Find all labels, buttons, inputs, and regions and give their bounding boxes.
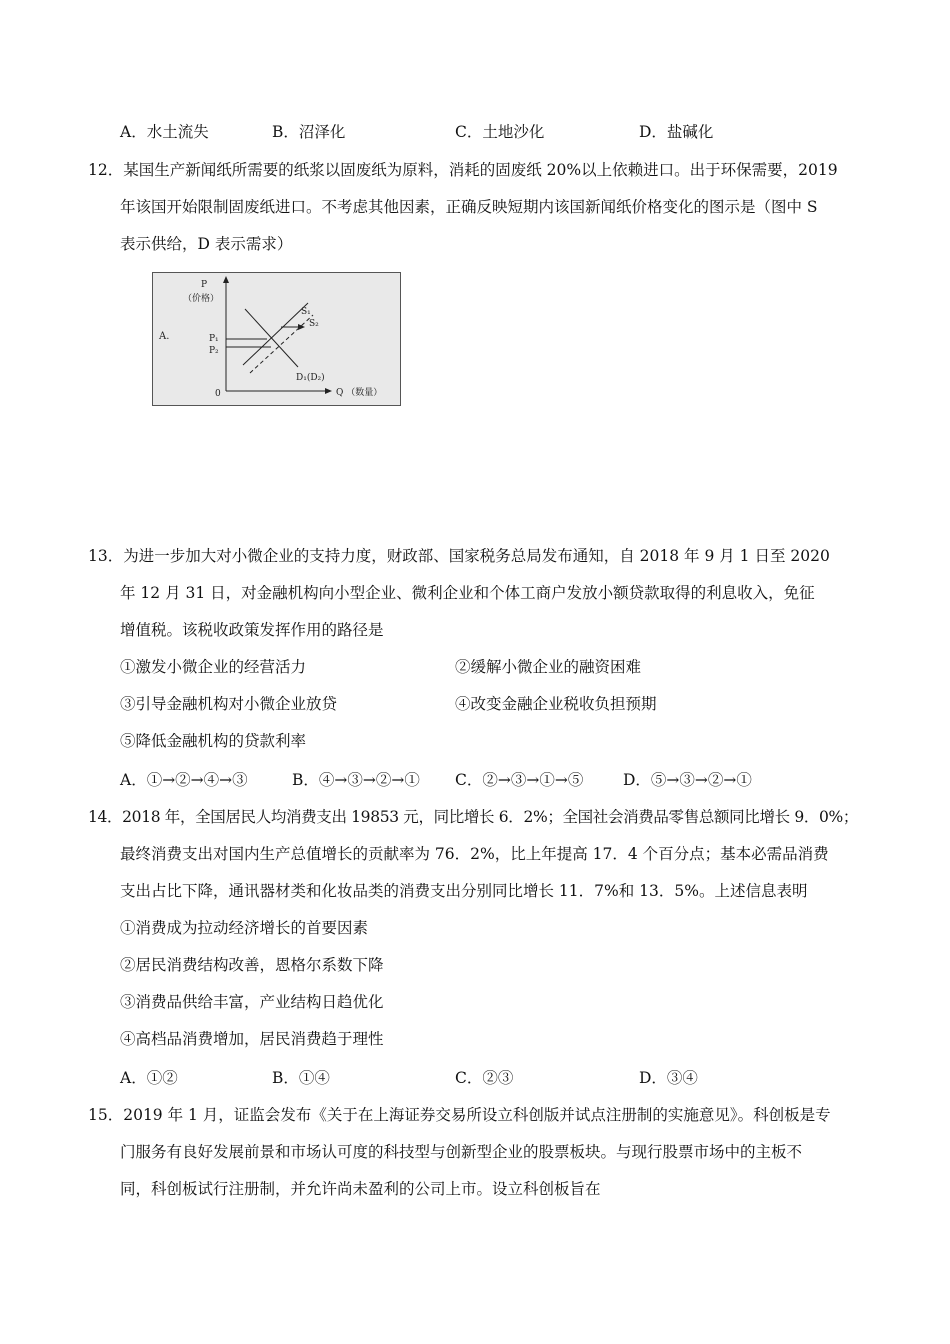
supply-demand-figure bbox=[152, 272, 401, 406]
q14-line-1: 14．2018 年，全国居民人均消费支出 19853 元，同比增长 6．2%；全国社会消费品零售总额同比增长 9．0%； bbox=[88, 808, 859, 826]
q12-line-3: 表示供给，D 表示需求） bbox=[120, 235, 293, 253]
q11-option-a: A．水土流失 bbox=[120, 123, 209, 141]
q12-line-1: 12．某国生产新闻纸所需要的纸浆以固废纸为原料，消耗的固废纸 20%以上依赖进口。出于环保需要，2019 bbox=[88, 161, 838, 179]
q14-item-2: ②居民消费结构改善，恩格尔系数下降 bbox=[120, 956, 384, 974]
demand-curve bbox=[245, 309, 298, 367]
q11-option-b: B．沼泽化 bbox=[272, 123, 346, 141]
q14-option-b: B．①④ bbox=[272, 1069, 330, 1087]
q13-item-2: ②缓解小微企业的融资困难 bbox=[455, 658, 642, 676]
shift-arrowhead bbox=[298, 324, 305, 330]
q15-line-2: 门服务有良好发展前景和市场认可度的科技型与创新型企业的股票板块。与现行股票市场中的主板不 bbox=[120, 1143, 803, 1161]
q14-item-4: ④高档品消费增加，居民消费趋于理性 bbox=[120, 1030, 384, 1048]
figure-option-label: A. bbox=[159, 331, 170, 342]
q13-option-d: D．⑤→③→②→① bbox=[623, 771, 752, 789]
supply-curve-s1 bbox=[243, 303, 308, 365]
q11-option-c: C．土地沙化 bbox=[455, 123, 545, 141]
q14-option-a: A．①② bbox=[120, 1069, 178, 1087]
q13-option-b: B．④→③→②→① bbox=[292, 771, 420, 789]
q-axis-arrow bbox=[325, 388, 332, 394]
q13-option-c: C．②→③→①→⑤ bbox=[455, 771, 584, 789]
q14-item-3: ③消费品供给丰富，产业结构日趋优化 bbox=[120, 993, 384, 1011]
q14-option-d: D．③④ bbox=[639, 1069, 698, 1087]
q13-line-3: 增值税。该税收政策发挥作用的路径是 bbox=[120, 621, 384, 639]
s2-label: S₂ bbox=[309, 319, 319, 329]
p-axis-unit: （价格） bbox=[183, 294, 220, 304]
q15-line-1: 15．2019 年 1 月，证监会发布《关于在上海证券交易所设立科创版并试点注册制的实施意见》。科创板是专 bbox=[88, 1106, 831, 1124]
q13-item-4: ④改变金融企业税收负担预期 bbox=[455, 695, 657, 713]
origin-label: 0 bbox=[215, 389, 221, 399]
q14-line-2: 最终消费支出对国内生产总值增长的贡献率为 76．2%，比上年提高 17．4 个百分点；基本必需品消费 bbox=[120, 845, 829, 863]
p-axis-label: P bbox=[201, 280, 208, 290]
q13-line-1: 13．为进一步加大对小微企业的支持力度，财政部、国家税务总局发布通知，自 2018 年 9 月 1 日至 2020 bbox=[88, 547, 830, 565]
q13-item-5: ⑤降低金融机构的贷款利率 bbox=[120, 732, 307, 750]
q14-item-1: ①消费成为拉动经济增长的首要因素 bbox=[120, 919, 369, 937]
p1-label: P₁ bbox=[209, 334, 219, 344]
q11-option-d: D．盐碱化 bbox=[639, 123, 714, 141]
supply-curve-s2 bbox=[250, 315, 313, 373]
q12-line-2: 年该国开始限制固废纸进口。不考虑其他因素，正确反映短期内该国新闻纸价格变化的图示是（图中 S bbox=[120, 198, 818, 216]
q13-option-a: A．①→②→④→③ bbox=[120, 771, 248, 789]
q13-item-1: ①激发小微企业的经营活力 bbox=[120, 658, 307, 676]
q13-line-2: 年 12 月 31 日，对金融机构向小型企业、微利企业和个体工商户发放小额贷款取得的利息收入，免征 bbox=[120, 584, 815, 602]
p-axis-arrow bbox=[223, 276, 229, 283]
s1-label: S₁ bbox=[301, 307, 311, 317]
q13-item-3: ③引导金融机构对小微企业放贷 bbox=[120, 695, 338, 713]
q15-line-3: 同，科创板试行注册制，并允许尚未盈利的公司上市。设立科创板旨在 bbox=[120, 1180, 601, 1198]
q14-line-3: 支出占比下降，通讯器材类和化妆品类的消费支出分别同比增长 11．7%和 13．5%。上述信息表明 bbox=[120, 882, 808, 900]
q14-option-c: C．②③ bbox=[455, 1069, 514, 1087]
q-axis-label: Q （数量） bbox=[336, 388, 383, 398]
demand-label: D₁(D₂) bbox=[296, 373, 325, 383]
p2-label: P₂ bbox=[209, 346, 219, 356]
